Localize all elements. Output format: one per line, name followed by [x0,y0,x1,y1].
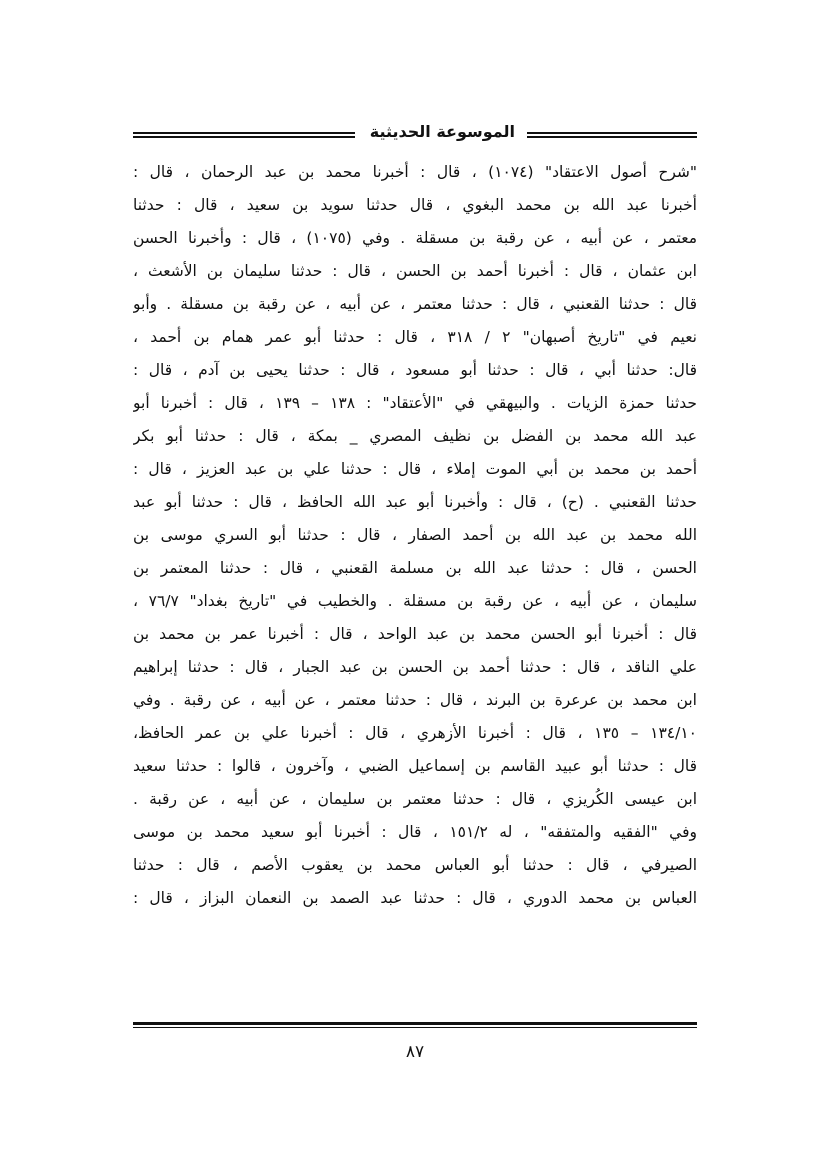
text-line: ابن محمد بن عرعرة بن البرند ، قال : حدثنا معتمر ، عن أبيه ، عن رقبة . وفي [133,691,697,709]
text-line: ابن عيسى الكُريزي ، قال : حدثنا معتمر بن سليمان ، عن أبيه ، عن رقبة . [133,790,697,808]
text-line: حدثنا حمزة الزيات . والبيهقي في "الأعتقاد" : ١٣٨ – ١٣٩ ، قال : أخبرنا أبو [133,394,697,412]
book-page [133,118,697,1098]
body-text [133,156,697,915]
text-line: قال : أخبرنا أبو الحسن محمد بن عبد الواحد ، قال : أخبرنا عمر بن محمد بن [133,625,697,643]
text-line: الصيرفي ، قال : حدثنا أبو العباس محمد بن يعقوب الأصم ، قال : حدثنا [133,856,697,874]
text-line: وفي "الفقيه والمتفقه" ، له ١٥١/٢ ، قال : أخبرنا أبو سعيد محمد بن موسى [133,823,697,841]
text-line: معتمر ، عن أبيه ، عن رقبة بن مسقلة . وفي (١٠٧٥) ، قال : وأخبرنا الحسن [133,229,697,247]
text-line: ١٣٤/١٠ – ١٣٥ ، قال : أخبرنا الأزهري ، قال : أخبرنا علي بن عمر الحافظ، [133,724,697,742]
text-line: الله محمد بن عبد الله بن أحمد الصفار ، قال : حدثنا أبو السري موسى بن [133,526,697,544]
text-line: أخبرنا عبد الله بن محمد البغوي ، قال حدثنا سويد بن سعيد ، قال : حدثنا [133,196,697,214]
text-line: الحسن ، قال : حدثنا عبد الله بن مسلمة القعنبي ، قال : حدثنا المعتمر بن [133,559,697,577]
header-rule-left [133,132,355,138]
page-number: ٨٧ [405,1042,425,1062]
footer-rule [133,1022,697,1028]
text-line: قال : حدثنا أبو عبيد القاسم بن إسماعيل الضبي ، وآخرون ، قالوا : حدثنا سعيد [133,757,697,775]
text-line: قال : حدثنا القعنبي ، قال : حدثنا معتمر ، عن أبيه ، عن رقبة بن مسقلة . وأبو [133,295,697,313]
text-line: سليمان ، عن أبيه ، عن رقبة بن مسقلة . والخطيب في "تاريخ بغداد" ٧٦/٧ ، [133,592,697,610]
text-line: حدثنا القعنبي . (ح) ، قال : وأخبرنا أبو عبد الله الحافظ ، قال : حدثنا أبو عبد [133,493,697,511]
text-line: عبد الله محمد بن الفضل بن نظيف المصري _ بمكة ، قال : حدثنا أبو بكر [133,427,697,445]
text-line: قال: حدثنا أبي ، قال : حدثنا أبو مسعود ، قال : حدثنا يحيى بن آدم ، قال : [133,361,697,379]
running-header [133,118,697,148]
text-line: "شرح أصول الاعتقاد" (١٠٧٤) ، قال : أخبرنا محمد بن عبد الرحمان ، قال : [133,163,697,181]
text-line: أحمد بن محمد بن أبي الموت إملاء ، قال : حدثنا علي بن عبد العزيز ، قال : [133,460,697,478]
text-line: علي الناقد ، قال : حدثنا أحمد بن الحسن بن عبد الجبار ، قال : حدثنا إبراهيم [133,658,697,676]
text-line: ابن عثمان ، قال : أخبرنا أحمد بن الحسن ، قال : حدثنا سليمان بن الأشعث ، [133,262,697,280]
text-line: نعيم في "تاريخ أصبهان" ٢ / ٣١٨ ، قال : حدثنا أبو عمر همام بن أحمد ، [133,328,697,346]
header-rule-right [527,132,697,138]
header-title: الموسوعة الحديثية [369,122,515,141]
text-line: العباس بن محمد الدوري ، قال : حدثنا عبد الصمد بن النعمان البزاز ، قال : [133,889,697,907]
